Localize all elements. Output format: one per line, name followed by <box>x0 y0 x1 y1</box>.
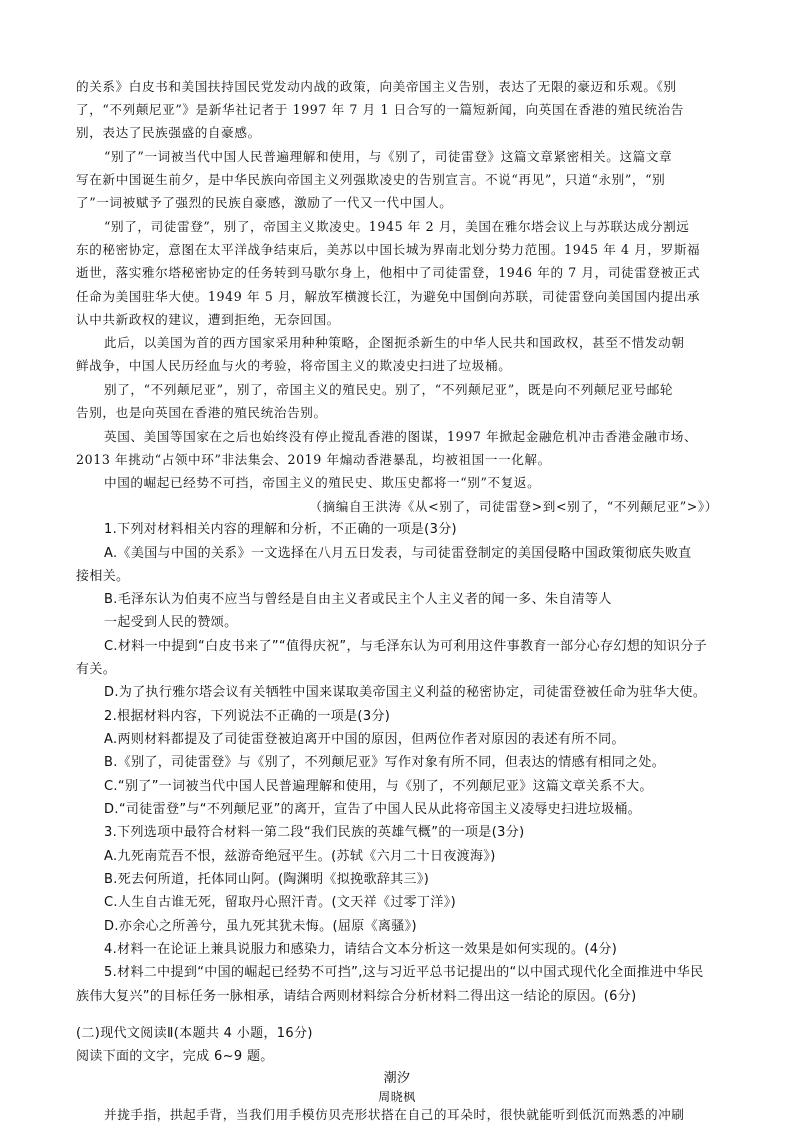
material-two-line: 中国的崛起已经势不可挡，帝国主义的殖民史、欺压史都将一“别”不复返。 <box>104 475 541 490</box>
question-2-stem: 2.根据材料内容，下列说法不正确的一项是(3分) <box>104 709 391 724</box>
question-3-option-d: D.亦余心之所善兮，虽九死其犹未悔。(屈原《离骚》) <box>104 919 417 934</box>
material-two-line: 告别，也是向英国在香港的殖民统治告别。 <box>76 405 327 420</box>
question-5-stem: 5.材料二中提到“中国的崛起已经势不可挡”,这与习近平总书记提出的“以中国式现代化全面推进中华民 <box>104 965 704 980</box>
question-1-option-c-cont: 有关。 <box>76 662 117 677</box>
question-2-option-a: A.两则材料都提及了司徒雷登被迫离开中国的原因，但两位作者对原因的表述有所不同。 <box>104 732 625 747</box>
question-1-option-b-cont: 一起受到人民的赞颂。 <box>104 615 238 630</box>
question-1-stem: 1.下列对材料相关内容的理解和分析，不正确的一项是(3分) <box>104 522 457 537</box>
material-two-line: “别了”一词被当代中国人民普遍理解和使用，与《别了，司徒雷登》这篇文章紧密相关。这篇文章 <box>104 149 673 164</box>
story-title: 潮汐 <box>383 1071 411 1086</box>
question-1-option-a: A.《美国与中国的关系》一文选择在八月五日发表，与司徒雷登制定的美国侵略中国政策彻底失败直 <box>104 546 692 561</box>
section-instruction: 阅读下面的文字，完成 6~9 题。 <box>76 1049 274 1064</box>
material-two-line: 2013 年挑动“占领中环”非法集会、2019 年煽动香港暴乱，均被祖国一一化解。 <box>76 452 551 467</box>
question-2-option-d: D.“司徒雷登”与“不列颠尼亚”的离开，宣告了中国人民从此将帝国主义凌辱史扫进垃圾桶。 <box>104 802 642 817</box>
material-two-line: “别了，司徒雷登”，别了，帝国主义欺凌史。1945 年 2 月，美国在雅尔塔会议上与苏联达成分割远 <box>104 219 690 234</box>
question-1-option-a-cont: 接相关。 <box>76 569 130 584</box>
story-author: 周晓枫 <box>378 1090 416 1104</box>
material-two-line: 鲜战争，中国人民历经血与火的考验，将帝国主义的欺凌史扫进了垃圾桶。 <box>76 358 512 373</box>
question-2-option-b: B.《别了，司徒雷登》与《别了，不列颠尼亚》写作对象有所不同，但表达的情感有相同之处。 <box>104 755 666 770</box>
material-two-line: 别了，“不列颠尼亚”，别了，帝国主义的殖民史。别了，“不列颠尼亚”，既是向不列颠尼亚号邮轮 <box>104 382 674 397</box>
material-two-line: 东的秘密协定，意图在太平洋战争结束后，美苏以中国长城为界南北划分势力范围。1945 年 4 月，罗斯福 <box>76 242 701 257</box>
material-two-line: 此后，以美国为首的西方国家采用种种策略，企图扼杀新生的中华人民共和国政权，甚至不惜发动朝 <box>104 335 685 350</box>
material-one-line: 别，表达了民族强盛的自豪感。 <box>76 125 261 140</box>
question-1-option-c: C.材料一中提到“白皮书来了”“值得庆祝”，与毛泽东认为可利用这件事教育一部分心存幻想的知识分子 <box>104 639 707 654</box>
story-first-line: 并拢手指，拱起手背，当我们用手模仿贝壳形状搭在自己的耳朵时，很快就能听到低沉而熟悉的冲刷 <box>104 1107 685 1122</box>
question-3-option-a: A.九死南荒吾不恨，兹游奇绝冠平生。(苏轼《六月二十日夜渡海》) <box>104 849 496 864</box>
material-one-line: 的关系》白皮书和美国扶持国民党发动内战的政策，向美帝国主义告别，表达了无限的豪迈和乐观。《别 <box>76 79 677 94</box>
material-two-line: 写在新中国诞生前夕，是中华民族向帝国主义列强欺凌史的告别宣言。不说“再见”，只道“永别”，“别 <box>76 172 666 187</box>
material-two-line: 任命为美国驻华大使。1949 年 5 月，解放军横渡长江，为避免中国倒向苏联，司徒雷登向美国国内提出承 <box>76 289 701 304</box>
question-1-option-b: B.毛泽东认为伯夷不应当与曾经是自由主义者或民主个人主义者的闻一多、朱自清等人 <box>104 592 612 607</box>
question-3-stem: 3.下列选项中最符合材料一第二段“我们民族的英雄气概”的一项是(3分) <box>104 825 525 840</box>
material-two-line: 了”一词被赋予了强烈的民族自豪感，激励了一代又一代中国人。 <box>76 195 453 210</box>
source-note: （摘编自王洪涛《从<别了，司徒雷登>到<别了，“不列颠尼亚”>》） <box>309 499 718 514</box>
question-3-option-b: B.死去何所道，托体同山阿。(陶渊明《拟挽歌辞其三》) <box>104 872 430 887</box>
question-4-stem: 4.材料一在论证上兼具说服力和感染力，请结合文本分析这一效果是如何实现的。(4分) <box>104 942 618 957</box>
question-1-option-d: D.为了执行雅尔塔会议有关牺牲中国来谋取美帝国主义利益的秘密协定，司徒雷登被任命为驻华大使。 <box>104 685 707 700</box>
question-2-option-c: C.“别了”一词被当代中国人民普遍理解和使用，与《别了，不列颠尼亚》这篇文章关系不大。 <box>104 779 653 794</box>
material-two-line: 英国、美国等国家在之后也始终没有停止搅乱香港的图谋，1997 年掀起金融危机冲击香港金融市场、 <box>104 429 698 444</box>
material-one-line: 了，“不列颠尼亚”》是新华社记者于 1997 年 7 月 1 日合写的一篇短新闻，向英国在香港的殖民统治告 <box>76 102 684 117</box>
material-two-line: 认中共新政权的建议，遭到拒绝，无奈回国。 <box>76 312 340 327</box>
question-3-option-c: C.人生自古谁无死，留取丹心照汗青。(文天祥《过零丁洋》) <box>104 895 457 910</box>
section-heading: (二)现代文阅读Ⅱ(本题共 4 小题，16分) <box>76 1026 313 1041</box>
material-two-line: 逝世，落实雅尔塔秘密协定的任务转到马歇尔身上，他相中了司徒雷登，1946 年的 7 月，司徒雷登被正式 <box>76 265 701 280</box>
question-5-stem-cont: 族伟大复兴”的目标任务一脉相承，请结合两则材料综合分析材料二得出这一结论的原因。(6分) <box>76 989 637 1004</box>
